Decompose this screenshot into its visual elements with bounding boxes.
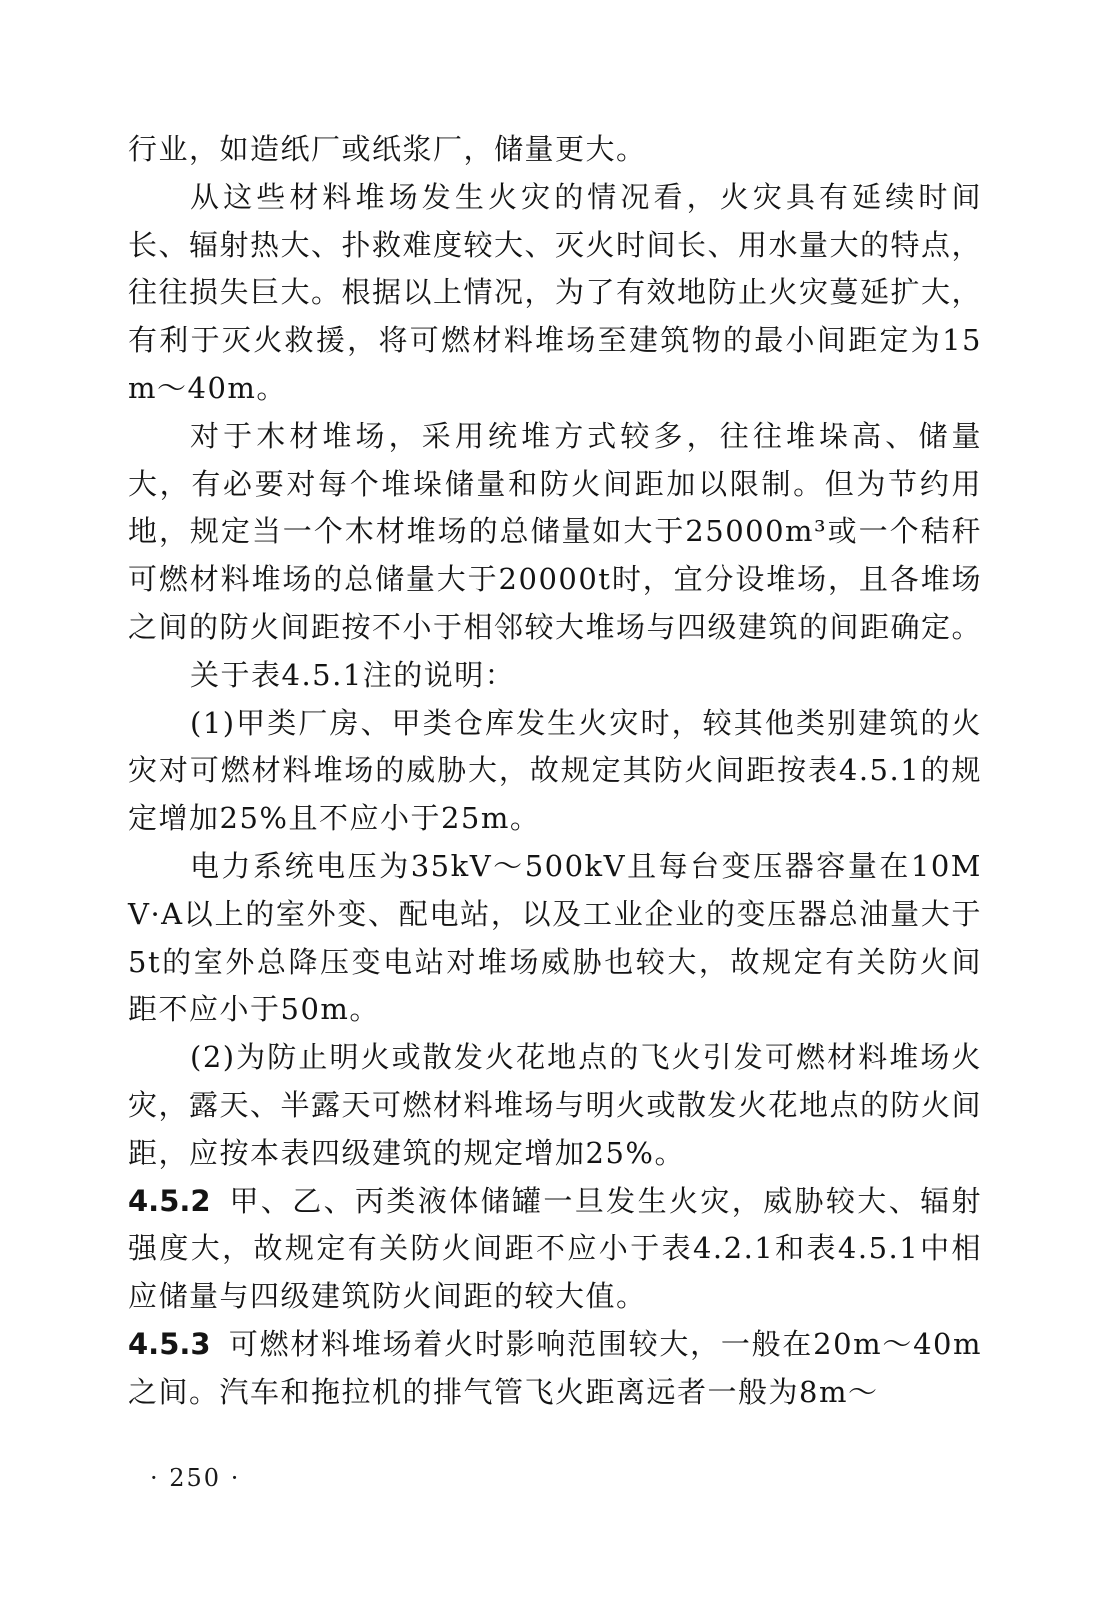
section-number: 4.5.2 (128, 1183, 211, 1218)
paragraph: (1)甲类厂房、甲类仓库发生火灾时，较其他类别建筑的火灾对可燃材料堆场的威胁大，故规定其防火间距按表4.5.1的规定增加25%且不应小于25m。 (128, 705, 982, 836)
paragraph: 行业，如造纸厂或纸浆厂，储量更大。 (128, 132, 647, 166)
section-paragraph (128, 1321, 982, 1417)
paragraph: 电力系统电压为35kV～500kV且每台变压器容量在10MV·A以上的室外变、配电站，以及工业企业的变压器总油量大于5t的室外总降压变电站对堆场威胁也较大，故规定有关防火间距不应小于50m。 (128, 848, 982, 1027)
page-number: · 250 · (150, 1464, 241, 1492)
section-text: 可燃材料堆场着火时影响范围较大，一般在20m～40m之间。汽车和拖拉机的排气管飞火距离远者一般为8m～ (128, 1326, 982, 1409)
body-text (128, 126, 982, 1417)
paragraph: 从这些材料堆场发生火灾的情况看，火灾具有延续时间长、辐射热大、扑救难度较大、灭火时间长、用水量大的特点，往往损失巨大。根据以上情况，为了有效地防止火灾蔓延扩大，有利于灭火救援，将可燃材料堆场至建筑物的最小间距定为15m～40m。 (128, 179, 983, 405)
section-text: 甲、乙、丙类液体储罐一旦发生火灾，威胁较大、辐射强度大，故规定有关防火间距不应小于表4.2.1和表4.5.1中相应储量与四级建筑防火间距的较大值。 (128, 1183, 982, 1314)
section-paragraph (128, 1178, 982, 1321)
paragraph: 对于木材堆场，采用统堆方式较多，往往堆垛高、储量大，有必要对每个堆垛储量和防火间距加以限制。但为节约用地，规定当一个木材堆场的总储量如大于25000m³或一个秸秆可燃材料堆场的总储量大于20000t时，宜分设堆场，且各堆场之间的防火间距按不小于相邻较大堆场与四级建筑的间距确定。 (128, 418, 983, 644)
section-number: 4.5.3 (128, 1326, 211, 1361)
paragraph: (2)为防止明火或散发火花地点的飞火引发可燃材料堆场火灾，露天、半露天可燃材料堆场与明火或散发火花地点的防火间距，应按本表四级建筑的规定增加25%。 (128, 1040, 983, 1170)
paragraph: 关于表4.5.1注的说明： (190, 657, 516, 692)
